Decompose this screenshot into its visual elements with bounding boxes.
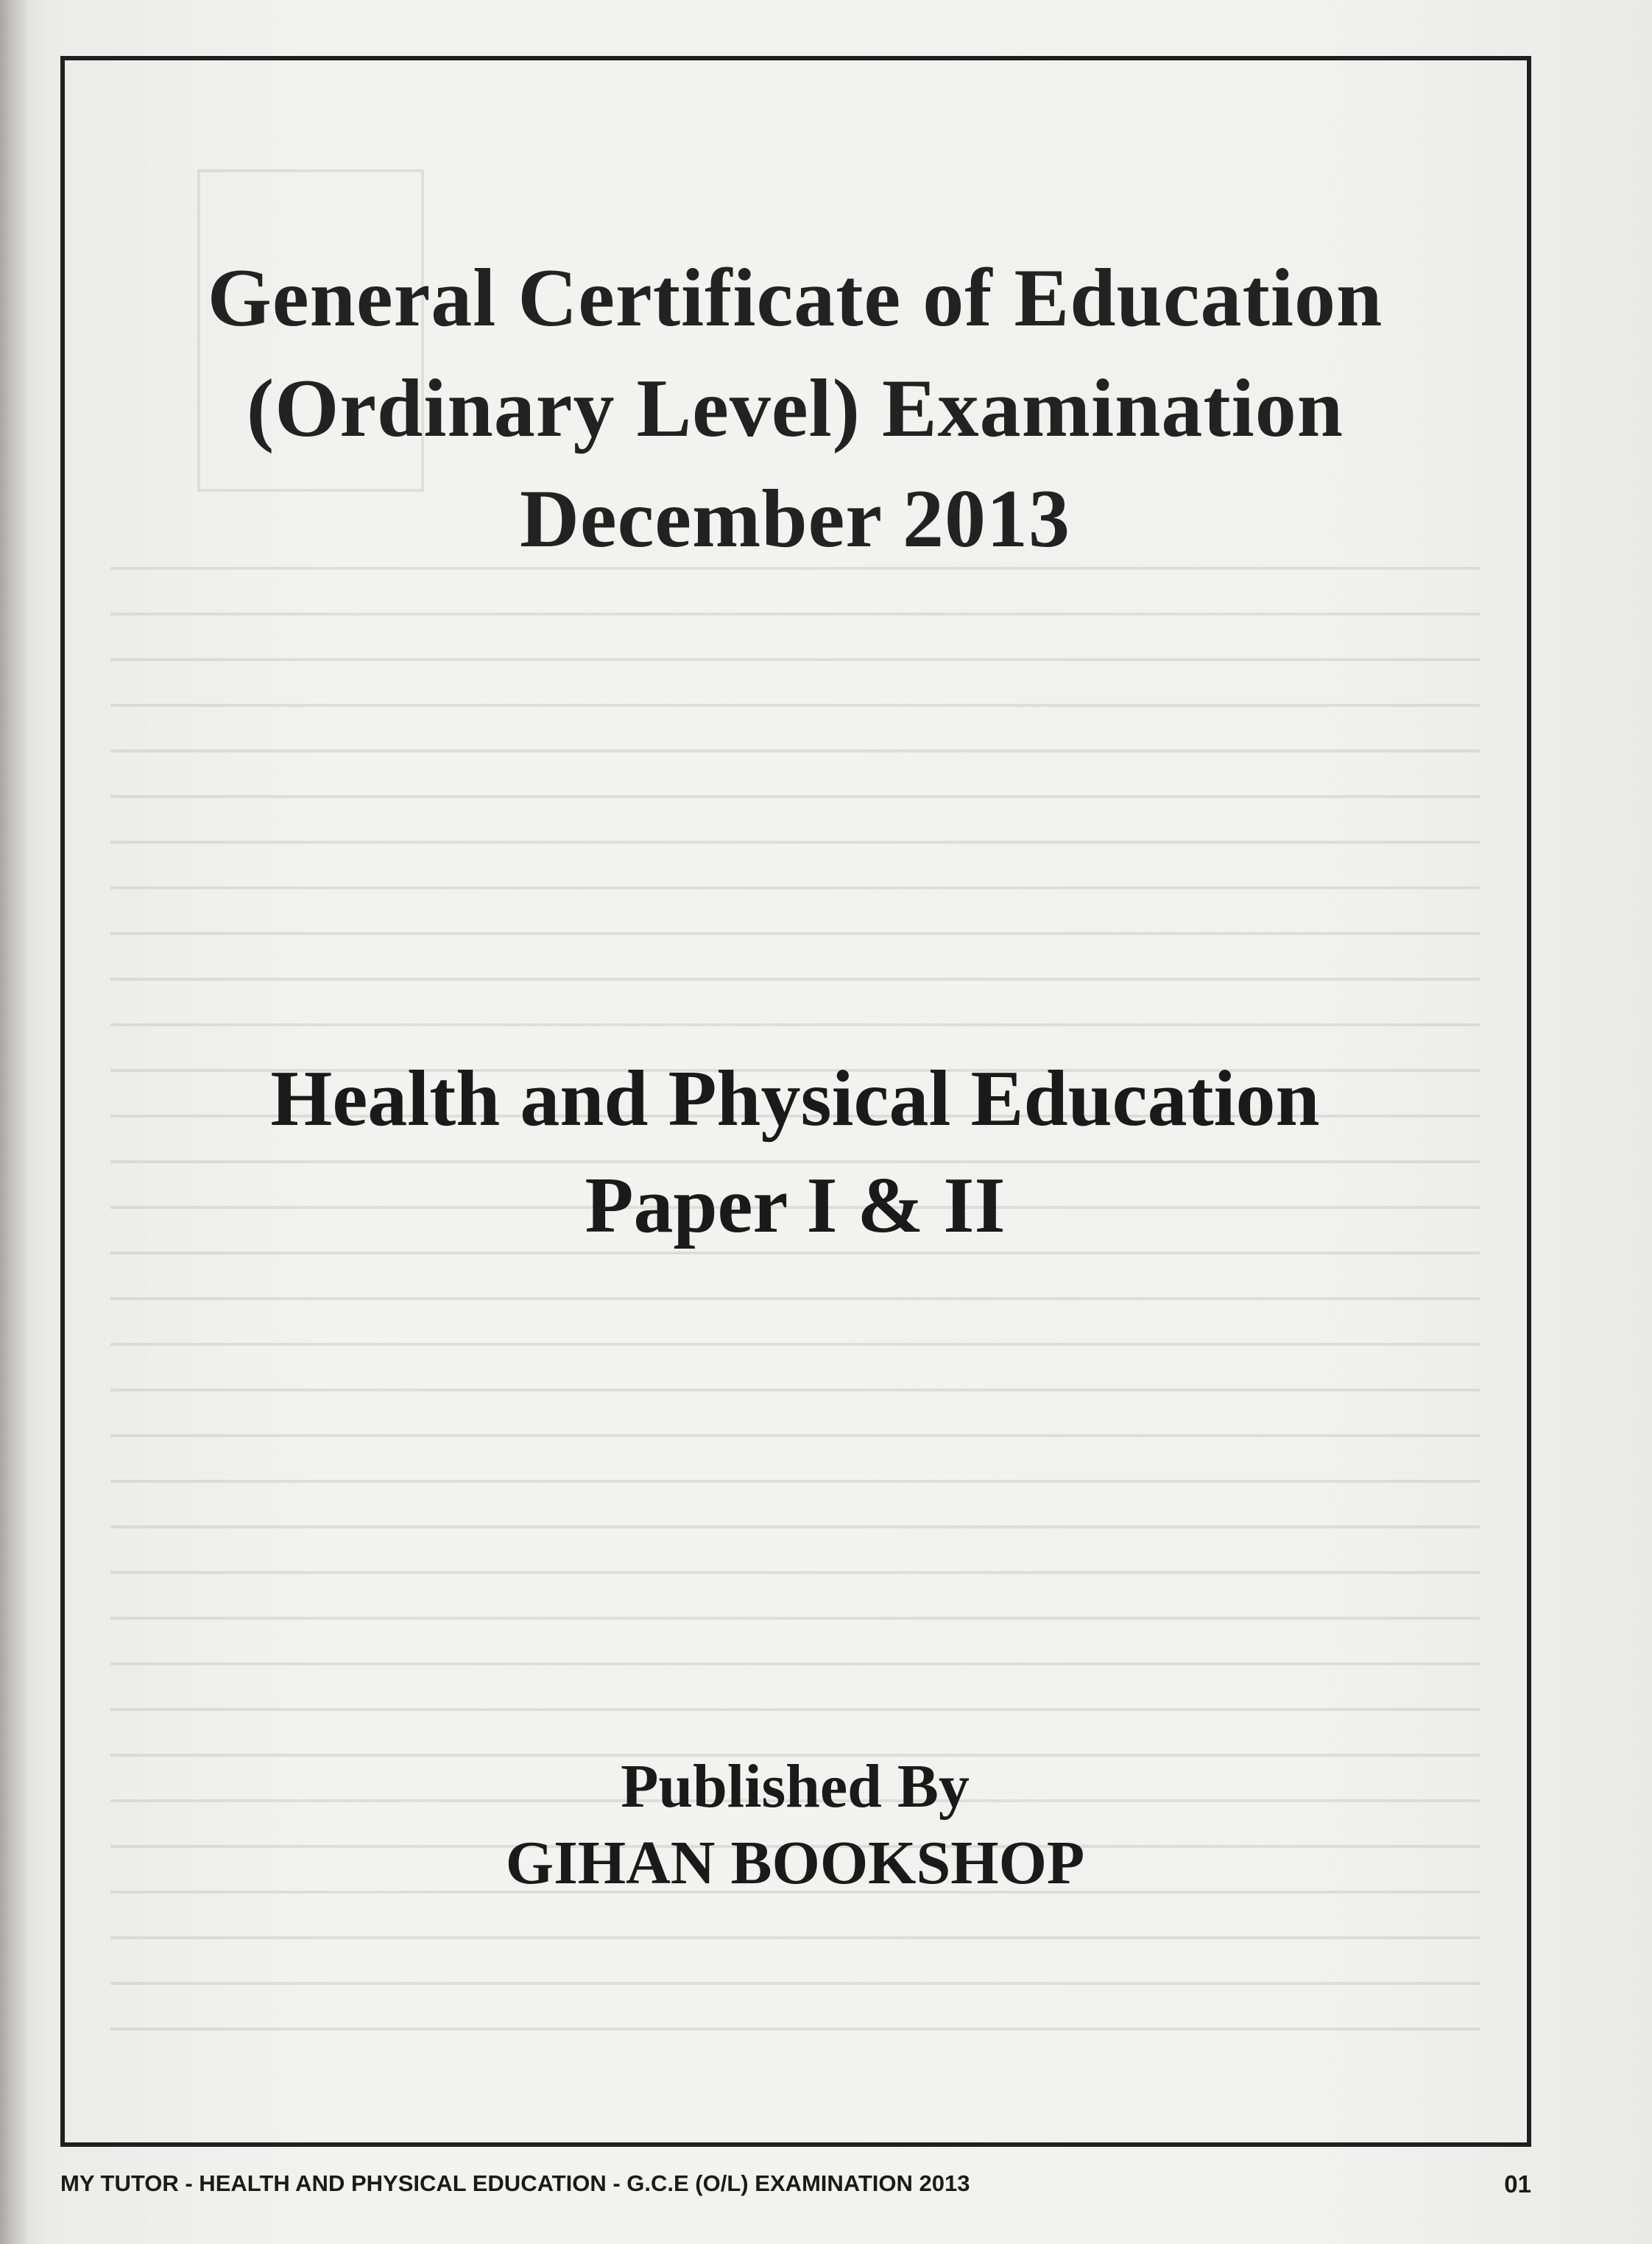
page-edge <box>0 0 29 2244</box>
page-footer <box>60 2170 1531 2203</box>
paper-label: Paper I & II <box>585 1162 1006 1249</box>
subject-title <box>74 1045 1517 1259</box>
publisher <box>74 1749 1517 1902</box>
exam-title-line-3: December 2013 <box>520 473 1070 565</box>
exam-title <box>74 243 1517 574</box>
publisher-label: Published By <box>621 1752 970 1821</box>
subject-name: Health and Physical Education <box>270 1055 1320 1143</box>
exam-title-line-1: General Certificate of Education <box>207 253 1383 344</box>
page-number: 01 <box>1504 2170 1531 2198</box>
footer-text: MY TUTOR - HEALTH AND PHYSICAL EDUCATION - G.C.E (O/L) EXAMINATION 2013 <box>60 2170 970 2196</box>
publisher-name: GIHAN BOOKSHOP <box>505 1829 1085 1897</box>
exam-title-line-2: (Ordinary Level) Examination <box>246 363 1344 454</box>
